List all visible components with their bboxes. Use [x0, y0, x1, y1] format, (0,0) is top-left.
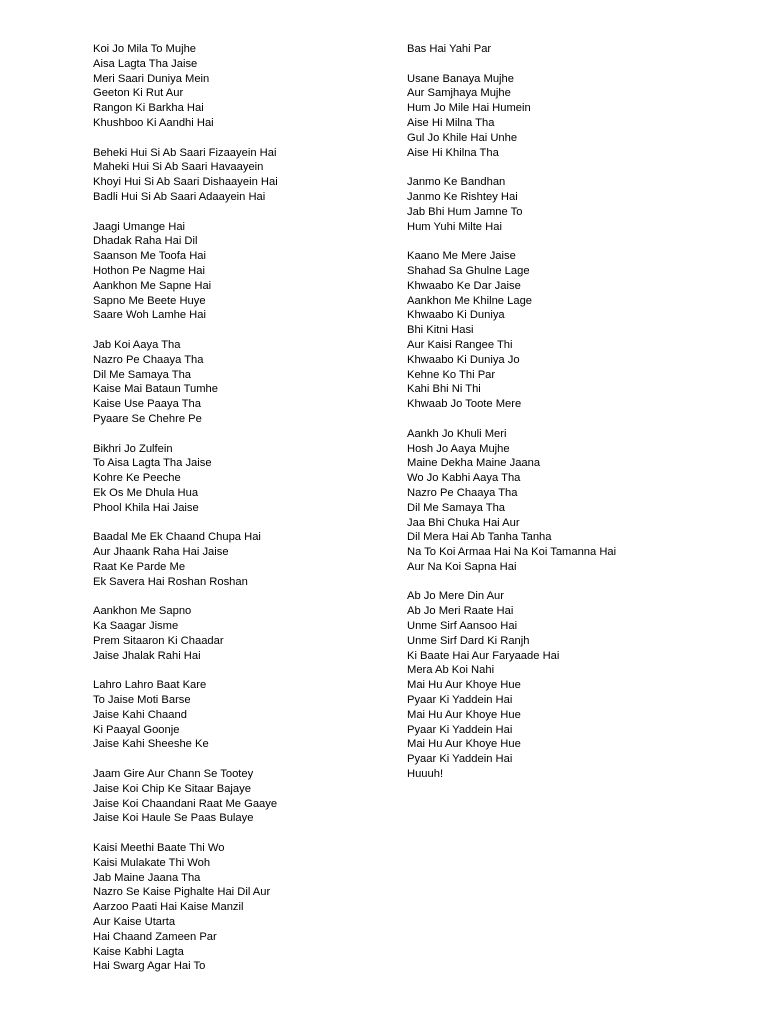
- stanza: [407, 175, 747, 234]
- lyric-line: Khoyi Hui Si Ab Saari Dishaayein Hai: [93, 176, 278, 189]
- lyric-line: Kaisi Meethi Baate Thi Wo: [93, 842, 225, 855]
- lyric-line: Hai Swarg Agar Hai To: [93, 960, 206, 973]
- lyric-line: Shahad Sa Ghulne Lage: [407, 264, 530, 277]
- lyric-line: Beheki Hui Si Ab Saari Fizaayein Hai: [93, 146, 277, 159]
- lyric-line: Jaagi Umange Hai: [93, 220, 186, 233]
- lyric-line: Saanson Me Toofa Hai: [93, 250, 206, 263]
- lyric-line: Geeton Ki Rut Aur: [93, 87, 184, 100]
- lyric-line: Jaam Gire Aur Chann Se Tootey: [93, 768, 254, 781]
- lyric-line: Aise Hi Milna Tha: [407, 116, 495, 129]
- lyric-line: Jab Maine Jaana Tha: [93, 871, 201, 884]
- lyric-line: Jaise Kahi Sheeshe Ke: [93, 738, 209, 751]
- lyric-line: Unme Sirf Aansoo Hai: [407, 620, 518, 633]
- lyric-line: Hai Chaand Zameen Par: [93, 930, 217, 943]
- stanza: [407, 427, 747, 575]
- lyric-line: Hum Jo Mile Hai Humein: [407, 102, 531, 115]
- lyric-line: Kaano Me Mere Jaise: [407, 250, 516, 263]
- lyric-line: Kaise Mai Bataun Tumhe: [93, 383, 218, 396]
- lyric-line: Aise Hi Khilna Tha: [407, 146, 499, 159]
- lyric-line: Maheki Hui Si Ab Saari Havaayein: [93, 161, 264, 174]
- lyric-line: Pyaar Ki Yaddein Hai: [407, 723, 513, 736]
- lyric-line: Mera Ab Koi Nahi: [407, 664, 495, 677]
- stanza: [93, 220, 393, 324]
- lyric-line: Ki Paayal Goonje: [93, 723, 180, 736]
- lyric-line: Kaise Use Paaya Tha: [93, 398, 202, 411]
- lyric-line: Aankhon Me Sapne Hai: [93, 279, 212, 292]
- lyric-line: Hosh Jo Aaya Mujhe: [407, 442, 510, 455]
- lyric-line: Pyaar Ki Yaddein Hai: [407, 694, 513, 707]
- lyric-line: Lahro Lahro Baat Kare: [93, 679, 207, 692]
- stanza: [407, 249, 747, 412]
- lyric-line: Aankh Jo Khuli Meri: [407, 427, 507, 440]
- lyric-line: Mai Hu Aur Khoye Hue: [407, 679, 521, 692]
- stanza: [407, 42, 747, 57]
- stanza: [407, 72, 747, 161]
- lyric-line: Maine Dekha Maine Jaana: [407, 457, 541, 470]
- right-column: [407, 42, 747, 797]
- lyric-line: Dil Me Samaya Tha: [93, 368, 192, 381]
- stanza: [93, 146, 393, 205]
- lyric-line: To Jaise Moti Barse: [93, 694, 191, 707]
- stanza: [93, 530, 393, 589]
- stanza: [93, 604, 393, 663]
- stanza: [93, 442, 393, 516]
- lyric-line: Aisa Lagta Tha Jaise: [93, 57, 198, 70]
- lyric-line: Nazro Pe Chaaya Tha: [93, 353, 204, 366]
- lyric-line: Kaisi Mulakate Thi Woh: [93, 856, 211, 869]
- lyric-line: Bas Hai Yahi Par: [407, 43, 492, 55]
- stanza: [93, 841, 393, 974]
- lyric-line: Meri Saari Duniya Mein: [93, 72, 210, 85]
- lyric-line: Aur Jhaank Raha Hai Jaise: [93, 546, 229, 559]
- lyric-line: Usane Banaya Mujhe: [407, 72, 514, 85]
- lyric-line: Jaise Koi Chaandani Raat Me Gaaye: [93, 797, 278, 810]
- lyric-line: Jaa Bhi Chuka Hai Aur: [407, 516, 520, 529]
- lyric-line: Nazro Pe Chaaya Tha: [407, 486, 518, 499]
- lyric-line: Jaise Kahi Chaand: [93, 708, 187, 721]
- lyric-line: Raat Ke Parde Me: [93, 560, 186, 573]
- lyric-line: Jaise Koi Chip Ke Sitaar Bajaye: [93, 782, 251, 795]
- lyric-line: Kehne Ko Thi Par: [407, 368, 496, 381]
- lyric-line: Na To Koi Armaa Hai Na Koi Tamanna Hai: [407, 546, 617, 559]
- lyric-line: Gul Jo Khile Hai Unhe: [407, 131, 518, 144]
- lyric-line: Hothon Pe Nagme Hai: [93, 264, 205, 277]
- lyric-line: Hum Yuhi Milte Hai: [407, 220, 502, 233]
- lyric-line: Jaise Koi Haule Se Paas Bulaye: [93, 812, 254, 825]
- lyric-line: Aur Kaise Utarta: [93, 916, 176, 929]
- lyric-line: Janmo Ke Rishtey Hai: [407, 190, 518, 203]
- lyric-line: Sapno Me Beete Huye: [93, 294, 206, 307]
- lyric-line: Kaise Kabhi Lagta: [93, 945, 184, 958]
- stanza: [93, 767, 393, 826]
- lyric-line: Khushboo Ki Aandhi Hai: [93, 116, 214, 129]
- lyric-line: Khwaab Jo Toote Mere: [407, 398, 522, 411]
- lyric-line: Khwaabo Ke Dar Jaise: [407, 279, 521, 292]
- lyric-line: Aur Samjhaya Mujhe: [407, 87, 511, 100]
- lyric-line: Dhadak Raha Hai Dil: [93, 235, 198, 248]
- stanza: [407, 589, 747, 781]
- lyric-line: Khwaabo Ki Duniya Jo: [407, 353, 520, 366]
- lyric-line: Kahi Bhi Ni Thi: [407, 383, 481, 396]
- left-column: [93, 42, 393, 989]
- lyric-line: Khwaabo Ki Duniya: [407, 309, 505, 322]
- lyric-line: Saare Woh Lamhe Hai: [93, 309, 206, 322]
- lyric-line: Ab Jo Mere Din Aur: [407, 590, 504, 603]
- stanza: [93, 678, 393, 752]
- lyric-line: Pyaar Ki Yaddein Hai: [407, 753, 513, 766]
- lyric-line: Aarzoo Paati Hai Kaise Manzil: [93, 901, 244, 914]
- lyric-line: Mai Hu Aur Khoye Hue: [407, 708, 521, 721]
- lyric-line: Rangon Ki Barkha Hai: [93, 102, 204, 115]
- lyric-line: Janmo Ke Bandhan: [407, 176, 506, 189]
- lyric-line: Koi Jo Mila To Mujhe: [93, 43, 197, 55]
- stanza: [93, 42, 393, 131]
- lyric-line: Jab Bhi Hum Jamne To: [407, 205, 523, 218]
- lyric-line: Ab Jo Meri Raate Hai: [407, 605, 514, 618]
- lyric-line: Dil Me Samaya Tha: [407, 501, 506, 514]
- lyric-line: Aankhon Me Khilne Lage: [407, 294, 533, 307]
- lyric-line: To Aisa Lagta Tha Jaise: [93, 457, 212, 470]
- lyric-line: Prem Sitaaron Ki Chaadar: [93, 634, 224, 647]
- lyric-line: Unme Sirf Dard Ki Ranjh: [407, 634, 530, 647]
- lyric-line: Ek Os Me Dhula Hua: [93, 486, 199, 499]
- lyric-line: Baadal Me Ek Chaand Chupa Hai: [93, 531, 261, 544]
- lyric-line: Aankhon Me Sapno: [93, 605, 192, 618]
- lyric-line: Nazro Se Kaise Pighalte Hai Dil Aur: [93, 886, 271, 899]
- lyric-line: Jab Koi Aaya Tha: [93, 338, 181, 351]
- lyric-line: Bikhri Jo Zulfein: [93, 442, 173, 455]
- stanza: [93, 338, 393, 427]
- lyric-line: Aur Na Koi Sapna Hai: [407, 560, 517, 573]
- lyric-line: Huuuh!: [407, 768, 444, 781]
- lyric-line: Ki Baate Hai Aur Faryaade Hai: [407, 649, 560, 662]
- lyric-line: Dil Mera Hai Ab Tanha Tanha: [407, 531, 552, 544]
- lyric-line: Jaise Jhalak Rahi Hai: [93, 649, 201, 662]
- lyric-line: Bhi Kitni Hasi: [407, 324, 474, 337]
- lyric-line: Badli Hui Si Ab Saari Adaayein Hai: [93, 190, 266, 203]
- lyric-line: Phool Khila Hai Jaise: [93, 501, 199, 514]
- lyric-line: Aur Kaisi Rangee Thi: [407, 338, 513, 351]
- lyric-line: Mai Hu Aur Khoye Hue: [407, 738, 521, 751]
- lyric-line: Wo Jo Kabhi Aaya Tha: [407, 472, 521, 485]
- lyric-line: Pyaare Se Chehre Pe: [93, 412, 202, 425]
- lyric-line: Ka Saagar Jisme: [93, 620, 179, 633]
- lyric-line: Kohre Ke Peeche: [93, 472, 181, 485]
- lyric-line: Ek Savera Hai Roshan Roshan: [93, 575, 248, 588]
